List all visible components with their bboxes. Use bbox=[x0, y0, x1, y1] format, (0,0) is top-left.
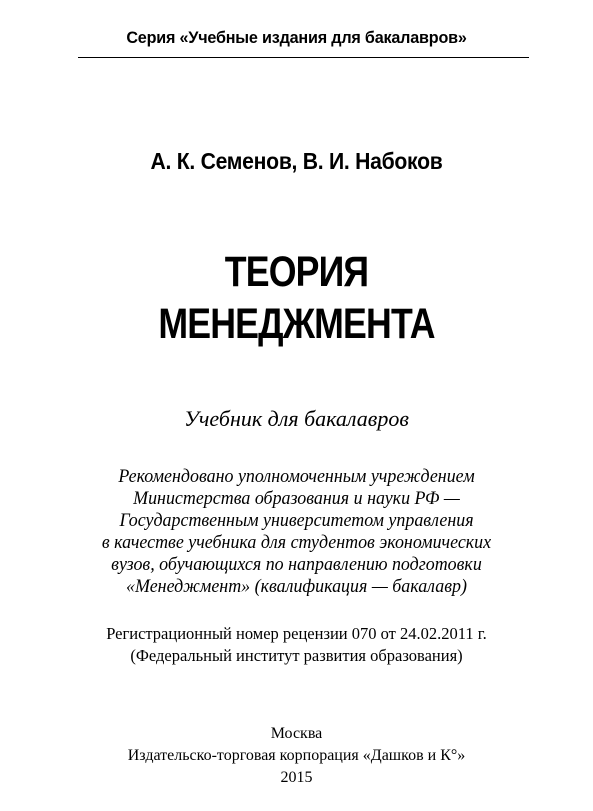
recommendation-line: Министерства образования и науки РФ — bbox=[133, 489, 460, 509]
registration-institute: (Федеральный институт развития образования) bbox=[130, 646, 463, 665]
registration-number: Регистрационный номер рецензии 070 от 24.02.2011 г. bbox=[106, 624, 487, 643]
book-title-line-2: МЕНЕДЖМЕНТА bbox=[158, 300, 435, 348]
book-title-line-1: ТЕОРИЯ bbox=[224, 248, 369, 296]
imprint-block bbox=[0, 723, 593, 789]
registration-block bbox=[0, 623, 593, 667]
recommendation-line: вузов, обучающихся по направлению подготовки bbox=[111, 555, 482, 575]
imprint-city: Москва bbox=[270, 725, 323, 742]
header-rule bbox=[78, 57, 529, 58]
recommendation-block bbox=[9, 466, 584, 598]
recommendation-line: Государственным университетом управления bbox=[119, 511, 474, 531]
recommendation-line: «Менеджмент» (квалификация — бакалавр) bbox=[126, 577, 467, 597]
book-title bbox=[50, 246, 542, 350]
imprint-year: 2015 bbox=[280, 769, 313, 786]
book-authors: А. К. Семенов, В. И. Набоков bbox=[150, 148, 443, 174]
imprint-publisher: Издательско-торговая корпорация «Дашков и К°» bbox=[127, 747, 466, 764]
book-subtitle: Учебник для бакалавров bbox=[184, 406, 409, 431]
recommendation-line: в качестве учебника для студентов экономических bbox=[101, 533, 492, 553]
series-heading: Серия «Учебные издания для бакалавров» bbox=[126, 28, 467, 47]
recommendation-line: Рекомендовано уполномоченным учреждением bbox=[118, 467, 475, 487]
